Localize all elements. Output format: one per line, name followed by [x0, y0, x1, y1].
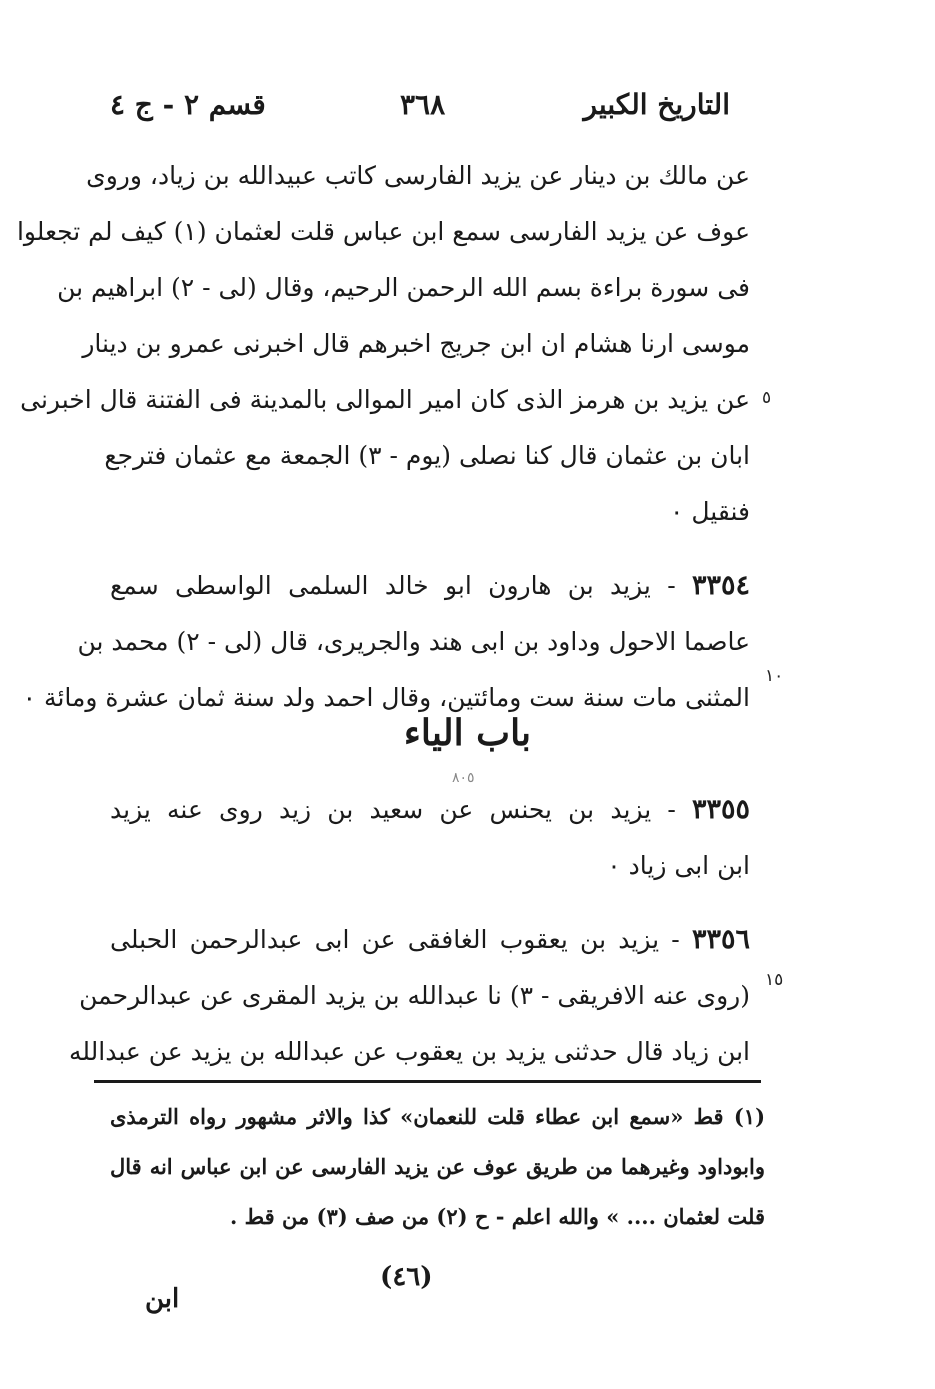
page-number: ٣٦٨ [400, 88, 446, 121]
entry-text: - يزيد بن يحنس عن سعيد بن زيد روى عنه يزيد [110, 795, 676, 824]
footnotes [110, 1092, 765, 1242]
main-text-continued [68, 782, 751, 1080]
line-marker-5: ٥ [762, 388, 772, 408]
entry-text: - يزيد بن يعقوب الغافقى عن ابى عبدالرحمن الحبلى [110, 925, 680, 954]
text-line: فى سورة براءة بسم الله الرحمن الرحيم، وقال (لى - ٢) ابراهيم بن [57, 273, 750, 302]
footnote-rule [94, 1080, 761, 1083]
entry-text: - يزيد بن هارون ابو خالد السلمى الواسطى سمع [110, 571, 676, 600]
catchword: ابن [145, 1284, 180, 1314]
text-line: ابن زياد قال حدثنى يزيد بن يعقوب عن عبدالله بن يزيد عن عبدالله [68, 1037, 750, 1066]
text-line: فنقيل ٠ [669, 497, 750, 526]
running-header [110, 88, 730, 138]
text-line: عن مالك بن دينار عن يزيد الفارسى كاتب عبيدالله بن زياد، وروى [86, 161, 750, 190]
text-line: عن يزيد بن هرمز الذى كان امير الموالى بالمدينة فى الفتنة قال اخبرنى [20, 385, 750, 414]
entry-line [110, 558, 750, 614]
footnote-line: (١) قط «سمع ابن عطاء قلت للنعمان» كذا والاثر مشهور رواه الترمذى [110, 1104, 765, 1129]
text-line: ابن ابى زياد ٠ [607, 851, 750, 880]
line-marker-15: ١٥ [765, 970, 784, 990]
text-line: موسى ارنا هشام ان ابن جريج اخبرهم قال اخبرنى عمرو بن دينار [82, 329, 750, 358]
volume-label: قسم ٢ - ج ٤ [110, 88, 266, 121]
text-line: عوف عن يزيد الفارسى سمع ابن عباس قلت لعثمان (١) كيف لم تجعلوا [16, 217, 750, 246]
footnote-line: قلت لعثمان .... » والله اعلم - ح (٢) من صف (٣) من قط . [230, 1204, 765, 1229]
footnote-line: وابوداود وغيرهما من طريق عوف عن يزيد الفارسى عن ابن عباس انه قال [110, 1154, 765, 1179]
entry-number: ٣٣٥٥ [691, 794, 750, 825]
text-line: ابان بن عثمان قال كنا نصلى (يوم - ٣) الجمعة مع عثمان فترجع [104, 441, 750, 470]
text-line: المثنى مات سنة ست ومائتين، وقال احمد ولد سنة ثمان عشرة ومائة ٠ [22, 683, 750, 712]
section-heading: باب الياء [403, 712, 532, 754]
text-line: عاصما الاحول وداود بن ابى هند والجريرى، قال (لى - ٢) محمد بن [77, 627, 750, 656]
entry-line [110, 782, 750, 838]
book-title: التاريخ الكبير [583, 88, 730, 121]
entry-line [110, 912, 750, 968]
line-marker-10: ١٠ [765, 666, 784, 686]
signature-mark: (٤٦) [380, 1262, 433, 1292]
entry-number: ٣٣٥٤ [691, 570, 750, 601]
text-line: (روى عنه الافريقى - ٣) نا عبدالله بن يزيد المقرى عن عبدالرحمن [79, 981, 750, 1010]
heading-note: ٨٠٥ [452, 770, 475, 786]
main-text [16, 148, 750, 726]
entry-number: ٣٣٥٦ [692, 924, 751, 955]
